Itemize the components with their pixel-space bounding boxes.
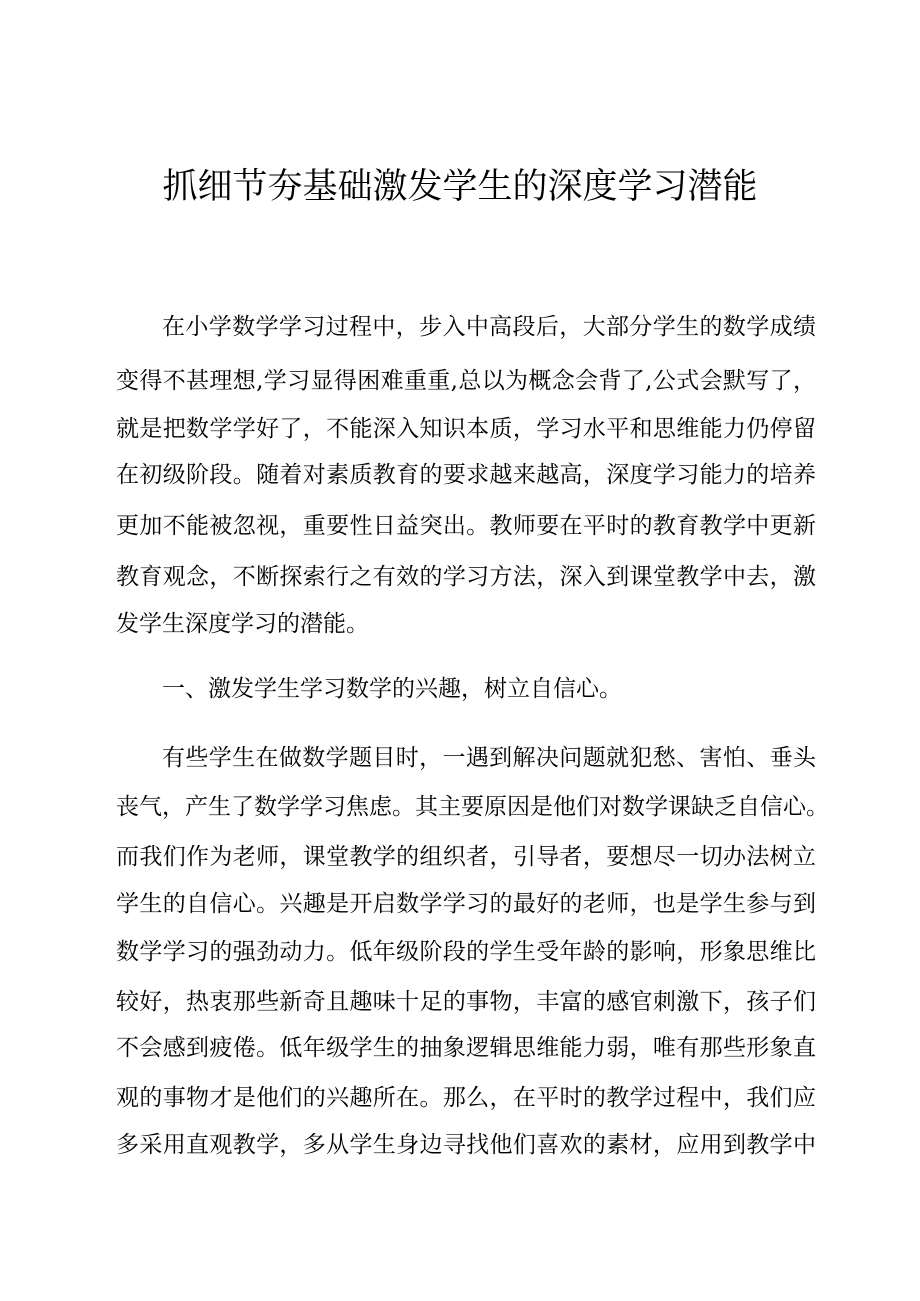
section-heading: 一、激发学生学习数学的兴趣，树立自信心。 <box>162 676 622 702</box>
paragraph-line: 教育观念，不断探索行之有效的学习方法，深入到课堂教学中去，激 <box>116 564 816 590</box>
paragraph-line: 就是把数学学好了，不能深入知识本质，学习水平和思维能力仍停留 <box>116 416 816 442</box>
paragraph-line: 在初级阶段。随着对素质教育的要求越来越高，深度学习能力的培养 <box>116 462 816 488</box>
paragraph-line: 有些学生在做数学题目时，一遇到解决问题就犯愁、害怕、垂头 <box>162 745 816 771</box>
paragraph-line: 在小学数学学习过程中，步入中高段后，大部分学生的数学成绩 <box>162 314 816 340</box>
paragraph-line: 观的事物才是他们的兴趣所在。那么，在平时的教学过程中，我们应 <box>116 1085 816 1111</box>
paragraph-line: 更加不能被忽视，重要性日益突出。教师要在平时的教育教学中更新 <box>116 513 816 539</box>
document-title: 抓细节夯基础激发学生的深度学习潜能 <box>162 167 758 207</box>
paragraph-line: 学生的自信心。兴趣是开启数学学习的最好的老师，也是学生参与到 <box>116 891 816 917</box>
paragraph-line: 发学生深度学习的潜能。 <box>116 611 369 637</box>
paragraph-line: 变得不甚理想,学习显得困难重重,总以为概念会背了,公式会默写了， <box>116 368 816 394</box>
paragraph-line: 不会感到疲倦。低年级学生的抽象逻辑思维能力弱，唯有那些形象直 <box>116 1035 816 1061</box>
paragraph-line: 而我们作为老师，课堂教学的组织者，引导者，要想尽一切办法树立 <box>116 844 816 870</box>
paragraph-line: 数学学习的强劲动力。低年级阶段的学生受年龄的影响，形象思维比 <box>116 939 816 965</box>
paragraph-line: 丧气，产生了数学学习焦虑。其主要原因是他们对数学课缺乏自信心。 <box>116 794 829 820</box>
paragraph-line: 多采用直观教学，多从学生身边寻找他们喜欢的素材，应用到教学中 <box>116 1132 816 1158</box>
paragraph-line: 较好，热衷那些新奇且趣味十足的事物，丰富的感官刺激下，孩子们 <box>116 989 816 1015</box>
